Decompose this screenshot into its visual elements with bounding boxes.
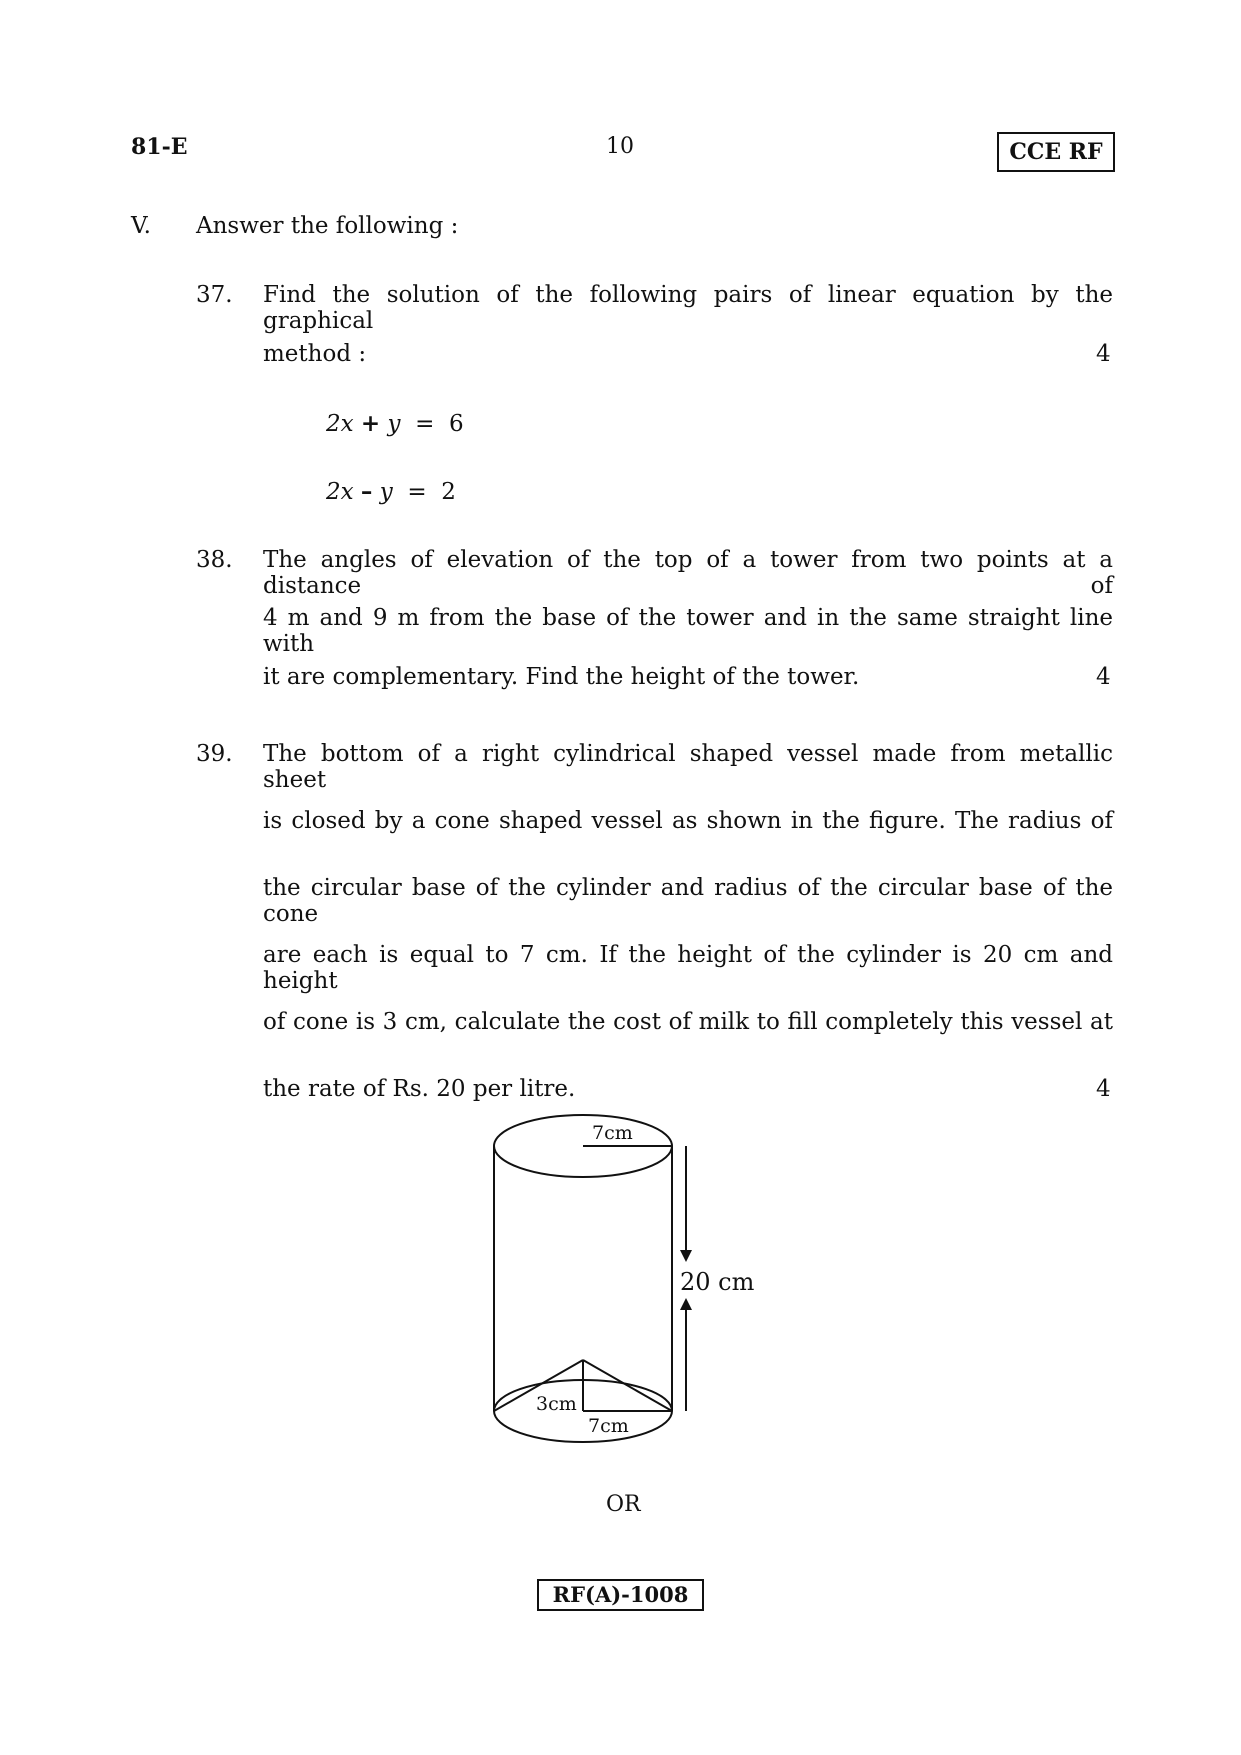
footer-code: RF(A)-1008 — [537, 1579, 704, 1611]
question-38-line-2: 4 m and 9 m from the base of the tower and in the same straight line with — [263, 605, 1113, 657]
page-number: 10 — [606, 134, 634, 159]
question-39-line-4: are each is equal to 7 cm. If the height of the cylinder is 20 cm and height — [263, 942, 1113, 994]
paper-code: 81-E — [131, 134, 188, 160]
question-38-number: 38. — [196, 547, 233, 573]
question-39-line-3: the circular base of the cylinder and radius of the circular base of the cone — [263, 875, 1113, 927]
question-38-line-3: it are complementary. Find the height of the tower. — [263, 664, 860, 690]
cone-height-label: 3cm — [536, 1393, 577, 1415]
series-badge: CCE RF — [997, 132, 1115, 172]
cone-radius-label: 7cm — [588, 1415, 629, 1437]
equation-1-lhs-b: y — [387, 411, 401, 437]
arrow-down-icon — [680, 1250, 692, 1262]
equation-2-lhs-b: y — [379, 479, 393, 505]
equation-1-lhs-a: 2x — [326, 411, 354, 437]
equation-1-equals: = — [415, 411, 435, 437]
question-39-number: 39. — [196, 741, 233, 767]
equation-2-operator: – — [360, 478, 373, 505]
question-37-number: 37. — [196, 282, 233, 308]
section-number: V. — [131, 213, 151, 239]
top-radius-label: 7cm — [592, 1122, 633, 1144]
or-separator: OR — [606, 1492, 641, 1517]
question-39-line-6: the rate of Rs. 20 per litre. — [263, 1076, 576, 1102]
question-37-line-1: Find the solution of the following pairs of linear equation by the graphical — [263, 282, 1113, 334]
height-label: 20 cm — [680, 1268, 755, 1296]
equation-1-rhs: 6 — [449, 411, 464, 437]
question-39-line-2: is closed by a cone shaped vessel as shown in the figure. The radius of — [263, 808, 1113, 834]
question-39-marks: 4 — [1096, 1076, 1111, 1102]
arrow-up-icon — [680, 1298, 692, 1310]
equation-2-equals: = — [407, 479, 427, 505]
question-37-marks: 4 — [1096, 341, 1111, 367]
equation-2-rhs: 2 — [441, 479, 456, 505]
equation-2-lhs-a: 2x — [326, 479, 354, 505]
question-39-line-5: of cone is 3 cm, calculate the cost of milk to fill completely this vessel at — [263, 1009, 1113, 1035]
question-38-line-1: The angles of elevation of the top of a tower from two points at a distance of — [263, 547, 1113, 599]
cone-right-edge — [583, 1360, 672, 1411]
question-39-line-1: The bottom of a right cylindrical shaped vessel made from metallic sheet — [263, 741, 1113, 793]
equation-1-operator: + — [360, 410, 381, 437]
question-38-marks: 4 — [1096, 664, 1111, 690]
section-title: Answer the following : — [196, 213, 459, 239]
question-37-line-2: method : — [263, 341, 367, 367]
